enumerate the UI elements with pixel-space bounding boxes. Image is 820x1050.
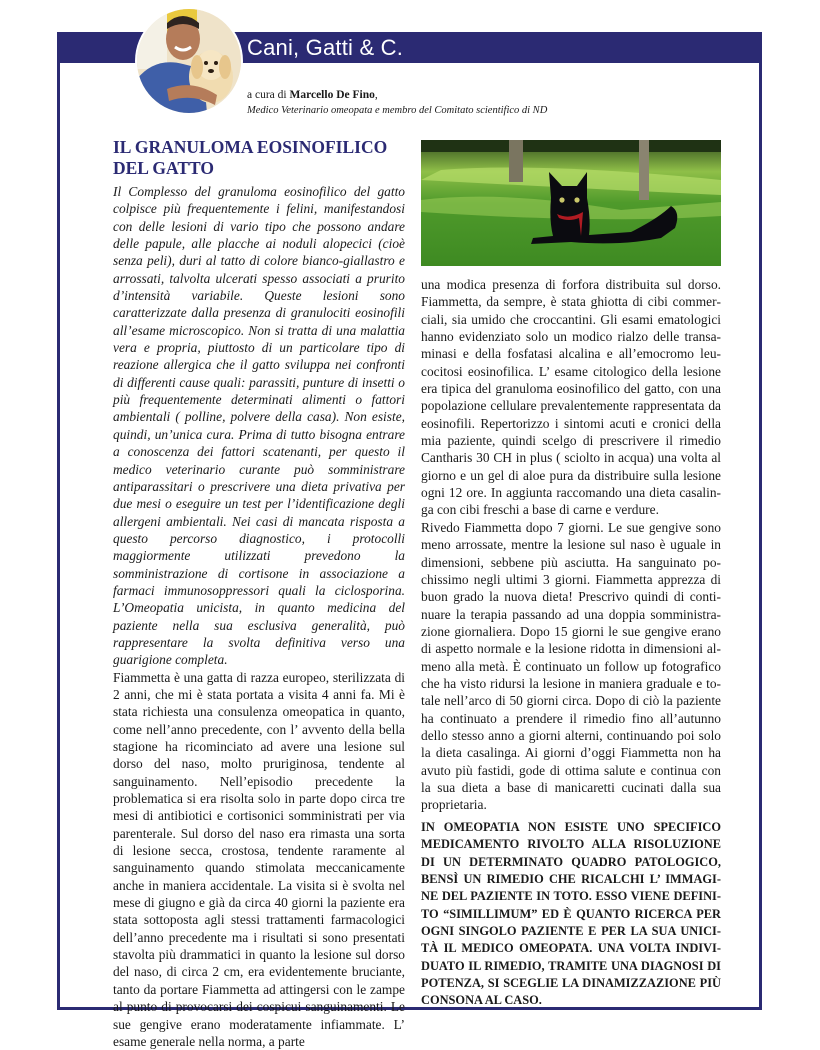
- black-cat-photo-icon: [421, 140, 721, 266]
- article-intro: Il Complesso del granuloma eosinofilico del gatto colpisce più frequentemente i felini, manifestandosi con delle lesioni di vario tipo che possono andare delle papule, alle placche ai noduli alopecici (cioè senza peli), duri al tatto di colore bianco-giallastro e arrossati, talvolta ulcerati spesso associati a prurito d’intensità variabile. Queste lesioni sono caratterizzate dalla presenza di granulociti eosinofili all’esame microscopico. Non si tratta di una malattia vera e propria, piuttosto di un particolare tipo di reazione allergica che il gatto sviluppa nei confronti di differenti cause quali: parassiti, punture di insetti o più frequentemente determinati alimenti o fattori ambientali ( polline, polvere della casa). Non esiste, quindi, un’unica cura. Prima di tutto bisogna entrare a conoscenza dei fattori scatenanti, per questo il medico veterinario curante può somministrare antiparassitari o prescrivere una dieta privativa per due mesi o eseguire un test per l’identificazione degli allergeni ambientali. Nei casi di mancata risposta a questo percorso diagnostico, i protocolli maggiormente utilizzati prevedono la somministrazione di cortisone in associazione a farmaci immunosoppressori quali la ciclosporina. L’Omeopatia unicista, in quanto medicina del paziente nella sua esclusiva generalità, può rappresentare la svolta definitiva verso una guarigione completa.: [113, 184, 405, 668]
- column-title: Cani, Gatti & C.: [247, 35, 404, 60]
- author-avatar-icon: [137, 9, 241, 113]
- case-paragraph-1: Fiammetta è una gatta di razza europeo, sterilizzata di 2 anni, che mi è stata portata a visita 4 anni fa. Mi è stata richiesta una consulenza omeopatica in quanto, come nell’anno precedente, con l’ avvento della bella stagione ha ricominciato ad avere una lesione sul dorso del naso, molto pruriginosa, tendente al sanguinamento. Nell’episodio precedente la problematica si era risolta solo in parte dopo circa tre mesi di antibiotici e cortisonici somministrati per via parenterale. Sul dorso del naso era rimasta una sorta di lesione secca, crostosa, tendente raramente al sanguinamento quando stimolata meccanicamente anche in maniera accidentale. La visita si è svolta nel mese di giugno e già da circa 40 giorni la paziente era stata sottoposta agli stessi trattamenti farmacologici dell’anno precedente ma i risultati si sono presentati stavolta più drammatici in quanto la lesione sul dorso del naso, di circa 2 cm, era evidentemente bruciante, tanto da portare Fiammetta ad attingersi con le zampe al punto di provocarsi dei cospicui sanguinamenti. Le sue gengive erano moderatamente infiammate. L’ esame generale nella norma, a parte: [113, 669, 405, 1049]
- author-name: Marcello De Fino: [289, 89, 375, 101]
- byline: [247, 87, 547, 119]
- byline-comma: ,: [374, 89, 378, 101]
- article-column-left: [113, 137, 405, 1050]
- byline-author-line: [247, 87, 547, 103]
- homeopathy-callout: IN OMEOPATIA NON ESISTE UNO SPECIFICO MEDICAMENTO RIVOLTO ALLA RISOLUZIONE DI UN DETERMINATO QUADRO PATOLOGICO, BENSÌ UN RIMEDIO CHE RICALCHI L’ IMMAGINE DEL PAZIENTE IN TOTO. ESSO VIENE DEFINITO “SIMILLIMUM” ED È QUANTO RICERCA PER OGNI SINGOLO PAZIENTE E PER LA SUA UNICITÀ IL MEDICO OMEOPATA. UNA VOLTA INDIVIDUATO IL RIMEDIO, TRAMITE UNA DIAGNOSI DI POTENZA, SI SCEGLIE LA DINAMIZZAZIONE PIÙ CONSONA AL CASO.: [421, 820, 721, 1008]
- author-role: Medico Veterinario omeopata e membro del Comitato scientifico di ND: [247, 105, 548, 116]
- cat-photo-icon: [421, 140, 721, 266]
- case-paragraph-2: Rivedo Fiammetta dopo 7 giorni. Le sue gengive sono meno arrossate, mentre la lesione sul naso è uguale in dimensioni, sebbene più asciutta. Ha sanguinato pochissimo negli ultimi 3 giorni. Fiammetta apprezza di buon grado la nuova dieta! Prescrivo quindi di continuare la terapia passando ad una doppia somministrazione giornaliera. Dopo 15 giorni le sue gengive erano di aspetto normale e la lesione ridotta in dimensioni almeno alla metà. È continuato un follow up fotografico che ha visto ridursi la lesione in maniera graduale e totale nell’arco di 50 giorni circa. Dopo di ciò la paziente ha continuato a prendere il rimedio fino all’autunno dello stesso anno a giorni alterni, continuando poi solo la dieta casalinga. Ai giorni d’oggi Fiammetta non ha avuto più fastidi, gode di ottima salute e continua con la sua dieta a base di manicaretti cucinati dalla sua proprietaria.: [421, 519, 721, 813]
- article-title-line-1: IL GRANULOMA EOSINOFILICO: [113, 137, 388, 157]
- byline-prefix: a cura di: [247, 89, 290, 101]
- article-title: [113, 137, 405, 179]
- article-title-line-2: DEL GATTO: [113, 158, 214, 178]
- article-column-right: [421, 276, 721, 814]
- author-photo-icon: [137, 9, 241, 113]
- case-paragraph-1-continued: una modica presenza di forfora distribuita sul dorso. Fiammetta, da sempre, è stata ghiotta di cibi commerciali, sia umido che croccantini. Gli esami ematologici hanno evidenziato solo un modico rialzo delle transaminasi e della fosfatasi alcalina e all’emocromo leucocitosi eosinofilica. L’ esame citologico della lesione era tipica del granuloma eosinofilico del gatto, con una popolazione cellulare prevalentemente rappresentata da eosinofili. Repertorizzo i sintomi acuti e cronici della mia paziente, quindi scelgo di prescrivere il rimedio Cantharis 30 CH in plus ( sciolto in acqua) una volta al giorno e un gel di aloe pura da distribuire sulla lesione ogni 12 ore. In aggiunta raccomando una dieta casalinga con cibi freschi a base di carne e verdure.: [421, 277, 721, 518]
